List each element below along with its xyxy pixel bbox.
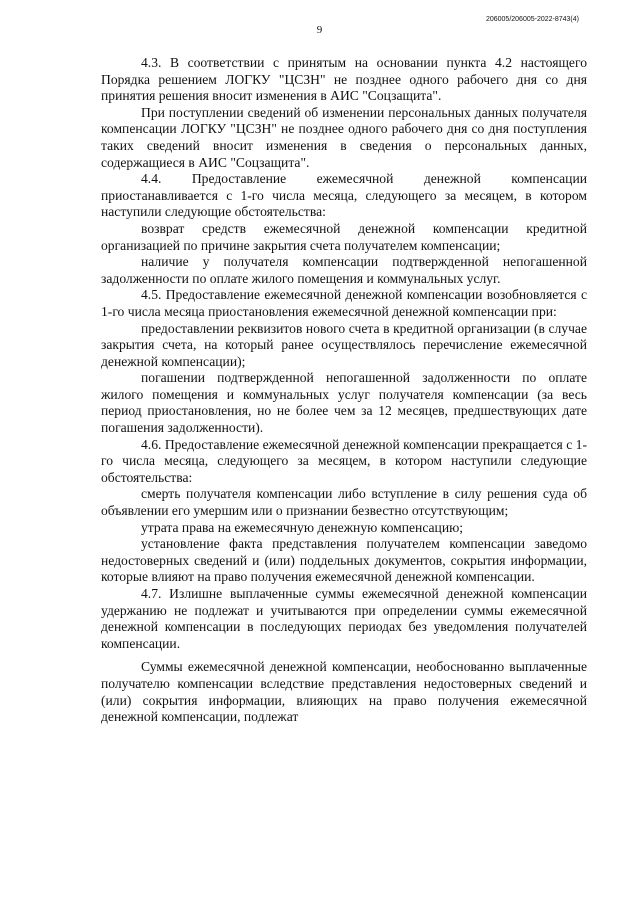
paragraph-false-information: установление факта представления получателем компенсации заведомо недостоверных сведений и (или) поддельных документов, сокрытия информации, которые влияют на право получения ежемесячной денежной компенсации. bbox=[101, 536, 587, 585]
paragraph-4-3: 4.3. В соответствии с принятым на основании пункта 4.2 настоящего Порядка решением ЛОГКУ "ЦСЗН" не позднее одного рабочего дня со дня принятия решения вносит изменения в АИС "Соцзащита". bbox=[101, 55, 587, 104]
paragraph-personal-data: При поступлении сведений об изменении персональных данных получателя компенсации ЛОГКУ "ЦСЗН" не позднее одного рабочего дня со дня поступления таких сведений вносит изменения в сведения о персональных данных, содержащиеся в АИС "Соцзащита". bbox=[101, 104, 587, 170]
paragraph-overpaid-sums: Суммы ежемесячной денежной компенсации, необоснованно выплаченные получателю компенсации вследствие представления недостоверных сведений и (или) сокрытия информации, влияющих на право получения ежемесячной денежной компенсации, подлежат bbox=[101, 659, 587, 725]
paragraph-debt: наличие у получателя компенсации подтвержденной непогашенной задолженности по оплате жилого помещения и коммунальных услуг. bbox=[101, 254, 587, 286]
paragraph-4-6: 4.6. Предоставление ежемесячной денежной компенсации прекращается с 1-го числа месяца, следующего за месяцем, в котором наступили следующие обстоятельства: bbox=[101, 436, 587, 485]
paragraph-return-of-funds: возврат средств ежемесячной денежной компенсации кредитной организацией по причине закрытия счета получателем компенсации; bbox=[101, 220, 587, 253]
document-body bbox=[101, 55, 587, 726]
paragraph-death: смерть получателя компенсации либо вступление в силу решения суда об объявлении его умершим или о признании безвестно отсутствующим; bbox=[101, 486, 587, 519]
paragraph-4-4: 4.4. Предоставление ежемесячной денежной компенсации приостанавливается с 1-го числа месяца, следующего за месяцем, в котором наступили следующие обстоятельства: bbox=[101, 171, 587, 220]
paragraph-4-7: 4.7. Излишне выплаченные суммы ежемесячной денежной компенсации удержанию не подлежат и учитываются при определении суммы ежемесячной денежной компенсации в последующих периодах без уведомления получателей компенсации. bbox=[101, 586, 587, 651]
paragraph-loss-of-right: утрата права на ежемесячную денежную компенсацию; bbox=[141, 519, 464, 535]
document-id: 206005/206005-2022-8743(4) bbox=[485, 16, 579, 23]
page-number: 9 bbox=[316, 24, 323, 36]
paragraph-debt-repayment: погашении подтвержденной непогашенной задолженности по оплате жилого помещения и коммунальных услуг получателя компенсации (за весь период приостановления, но не более чем за 12 месяцев, предшествующих дате погашения задолженности). bbox=[101, 370, 587, 436]
paragraph-4-5: 4.5. Предоставление ежемесячной денежной компенсации возобновляется с 1-го числа месяца приостановления ежемесячной денежной компенсации при: bbox=[101, 287, 587, 319]
paragraph-new-account: предоставлении реквизитов нового счета в кредитной организации (в случае закрытия счета, на который ранее осуществлялось перечисление ежемесячной денежной компенсации); bbox=[101, 320, 587, 369]
